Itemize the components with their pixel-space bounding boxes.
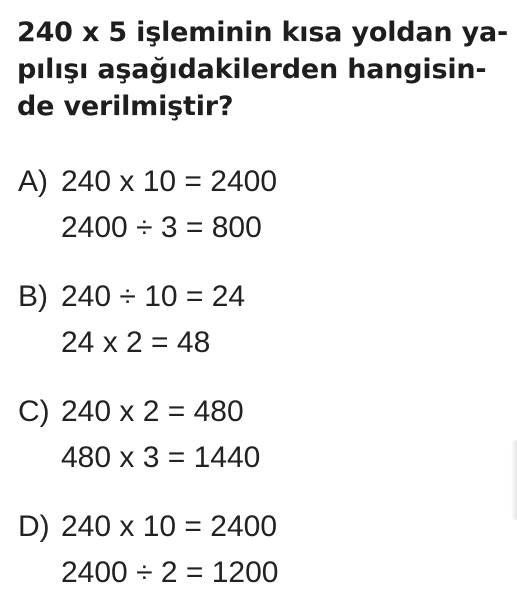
option-a-line-2: 2400 ÷ 3 = 800 xyxy=(61,211,262,244)
option-c-row-2 xyxy=(18,435,260,481)
option-d-row-2 xyxy=(18,550,279,596)
option-b-letter: B) xyxy=(18,280,48,313)
option-c-letter: C) xyxy=(18,395,50,428)
option-d-row-1 xyxy=(18,504,279,550)
option-d[interactable] xyxy=(18,504,279,596)
page-edge-shadow xyxy=(511,440,517,520)
option-b-row-1 xyxy=(18,274,245,320)
option-a-row-2 xyxy=(18,205,277,251)
option-b-row-2 xyxy=(18,320,245,366)
question-line: 240 x 5 işleminin kısa yoldan ya- xyxy=(17,17,509,48)
question-text xyxy=(17,14,512,125)
option-b-line-1: 240 ÷ 10 = 24 xyxy=(61,280,246,313)
option-b[interactable] xyxy=(18,274,245,366)
question-line: de verilmiştir? xyxy=(17,91,234,122)
option-a[interactable] xyxy=(18,159,277,251)
option-b-line-2: 24 x 2 = 48 xyxy=(61,326,211,359)
option-c-line-1: 240 x 2 = 480 xyxy=(61,395,244,428)
option-d-line-2: 2400 ÷ 2 = 1200 xyxy=(61,556,279,589)
option-d-line-1: 240 x 10 = 2400 xyxy=(61,510,278,543)
option-a-letter: A) xyxy=(18,165,48,198)
option-c-line-2: 480 x 3 = 1440 xyxy=(61,441,261,474)
option-c-row-1 xyxy=(18,389,260,435)
option-a-line-1: 240 x 10 = 2400 xyxy=(61,165,278,198)
option-c[interactable] xyxy=(18,389,260,481)
question-line: pılışı aşağıdakilerden hangisin- xyxy=(17,54,487,85)
option-d-letter: D) xyxy=(18,510,50,543)
option-a-row-1 xyxy=(18,159,277,205)
